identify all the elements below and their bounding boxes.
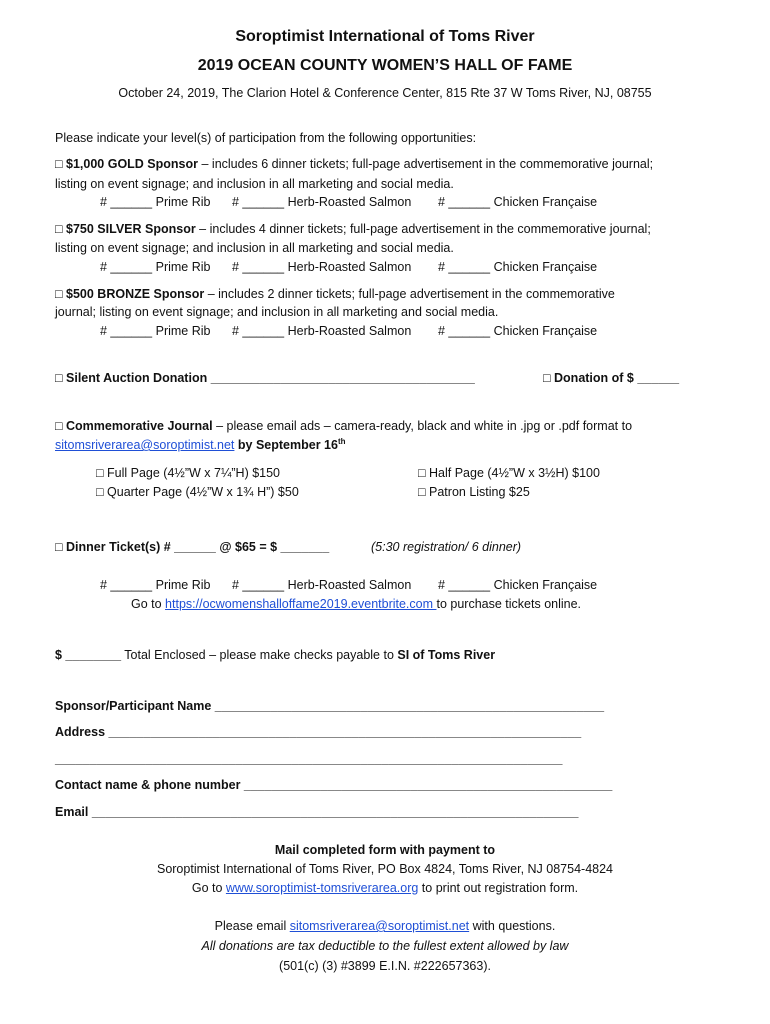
gold-desc-2: listing on event signage; and inclusion in all marketing and social media. <box>55 177 454 191</box>
address-line-2[interactable] <box>55 752 563 766</box>
total-text: Total Enclosed – please make checks payable to <box>121 648 398 662</box>
journal-deadline: by September 16 <box>234 438 338 453</box>
silver-desc: – includes 4 dinner tickets; full-page advertisement in the commemorative journal; <box>195 222 651 236</box>
half-page-option[interactable]: □ Half Page (4½”W x 3½H) $100 <box>418 466 600 480</box>
mail-heading <box>0 843 770 857</box>
journal-option[interactable] <box>55 419 632 433</box>
dinner-goto: Go to <box>131 597 166 611</box>
gold-desc: – includes 6 dinner tickets; full-page advertisement in the commemorative journal; <box>198 157 654 171</box>
donation-field[interactable] <box>543 371 679 385</box>
mail-goto-line <box>0 881 770 895</box>
eventbrite-link[interactable]: https://ocwomenshalloffame2019.eventbrite.com <box>165 597 437 611</box>
silver-desc-2: listing on event signage; and inclusion in all marketing and social media. <box>55 241 454 255</box>
bronze-prime: # ______ Prime Rib <box>100 324 211 338</box>
intro-text: Please indicate your level(s) of participation from the following opportunities: <box>55 131 477 145</box>
gold-chicken: # ______ Chicken Française <box>438 195 598 209</box>
mail-heading-text: Mail completed form with payment to <box>274 843 496 857</box>
mail-goto: Go to <box>191 881 226 895</box>
gold-prime: # ______ Prime Rib <box>100 195 211 209</box>
org-title: Soroptimist International of Toms River <box>235 28 535 45</box>
silent-auction-field[interactable] <box>55 371 475 385</box>
dinner-goto-line <box>131 597 581 611</box>
silver-sponsor[interactable] <box>55 222 651 236</box>
email-label: Email ______________________________________________________________________ <box>55 805 579 819</box>
total-prefix: $ ________ <box>55 648 122 662</box>
silver-salmon: # ______ Herb-Roasted Salmon <box>232 260 412 274</box>
journal-desc: – please email ads – camera-ready, black and white in .jpg or .pdf format to <box>212 419 633 433</box>
ein-note: (501(c) (3) #3899 E.I.N. #222657363). <box>279 959 491 973</box>
journal-email-link[interactable]: sitomsriverarea@soroptimist.net <box>55 438 235 453</box>
bronze-desc: – includes 2 dinner tickets; full-page advertisement in the commemorative <box>204 287 615 301</box>
bronze-salmon: # ______ Herb-Roasted Salmon <box>232 324 412 338</box>
gold-sponsor[interactable] <box>55 157 653 171</box>
mail-after: to print out registration form. <box>418 881 579 895</box>
gold-salmon: # ______ Herb-Roasted Salmon <box>232 195 412 209</box>
email-field[interactable] <box>55 805 578 819</box>
sponsor-name-field[interactable] <box>55 699 604 713</box>
question-email-link[interactable]: sitomsriverarea@soroptimist.net <box>289 919 470 933</box>
question-pre: Please email <box>214 919 290 933</box>
silent-auction-label: □ Silent Auction Donation ______________________________________ <box>55 371 475 385</box>
question-post: with questions. <box>469 919 556 933</box>
address-label: Address ____________________________________________________________________ <box>55 725 582 739</box>
contact-field[interactable] <box>55 778 612 792</box>
dinner-ticket-field[interactable] <box>55 540 329 554</box>
address-line-2-blank: _________________________________________________________________________ <box>55 752 563 766</box>
total-payee: SI of Toms River <box>397 648 496 662</box>
mail-address: Soroptimist International of Toms River, PO Box 4824, Toms River, NJ 08754-4824 <box>156 862 613 876</box>
sponsor-name-label: Sponsor/Participant Name ________________________________________________________ <box>55 699 605 713</box>
silver-chicken: # ______ Chicken Française <box>438 260 598 274</box>
dinner-after: to purchase tickets online. <box>436 597 582 611</box>
contact-label: Contact name & phone number _____________________________________________________ <box>55 778 613 792</box>
website-link[interactable]: www.soroptimist-tomsriverarea.org <box>225 881 419 895</box>
silver-title: □ $750 SILVER Sponsor <box>55 222 196 236</box>
dinner-chicken: # ______ Chicken Française <box>438 578 598 592</box>
dinner-prime: # ______ Prime Rib <box>100 578 211 592</box>
bronze-sponsor[interactable] <box>55 287 615 301</box>
event-details: October 24, 2019, The Clarion Hotel & Conference Center, 815 Rte 37 W Toms River, NJ, 08755 <box>118 86 652 100</box>
silver-prime: # ______ Prime Rib <box>100 260 211 274</box>
bronze-desc-2: journal; listing on event signage; and inclusion in all marketing and social media. <box>55 305 499 319</box>
dinner-ticket-label: □ Dinner Ticket(s) # ______ @ $65 = $ _______ <box>55 540 330 554</box>
donation-label: □ Donation of $ ______ <box>543 371 680 385</box>
journal-title: □ Commemorative Journal <box>55 419 213 433</box>
bronze-chicken: # ______ Chicken Française <box>438 324 598 338</box>
journal-deadline-sup: th <box>337 437 346 446</box>
patron-listing-option[interactable]: □ Patron Listing $25 <box>418 485 530 499</box>
address-field[interactable] <box>55 725 581 739</box>
dinner-salmon: # ______ Herb-Roasted Salmon <box>232 578 412 592</box>
tax-note: All donations are tax deductible to the fullest extent allowed by law <box>201 939 569 953</box>
total-enclosed[interactable] <box>55 648 495 662</box>
dinner-note: (5:30 registration/ 6 dinner) <box>371 540 522 554</box>
bronze-title: □ $500 BRONZE Sponsor <box>55 287 205 301</box>
question-line <box>0 919 770 933</box>
gold-title: □ $1,000 GOLD Sponsor <box>55 157 199 171</box>
full-page-option[interactable]: □ Full Page (4½”W x 7¼”H) $150 <box>96 466 281 480</box>
event-title: 2019 OCEAN COUNTY WOMEN’S HALL OF FAME <box>197 57 573 74</box>
journal-line-2 <box>55 437 346 452</box>
quarter-page-option[interactable]: □ Quarter Page (4½”W x 1¾ H”) $50 <box>96 485 299 499</box>
